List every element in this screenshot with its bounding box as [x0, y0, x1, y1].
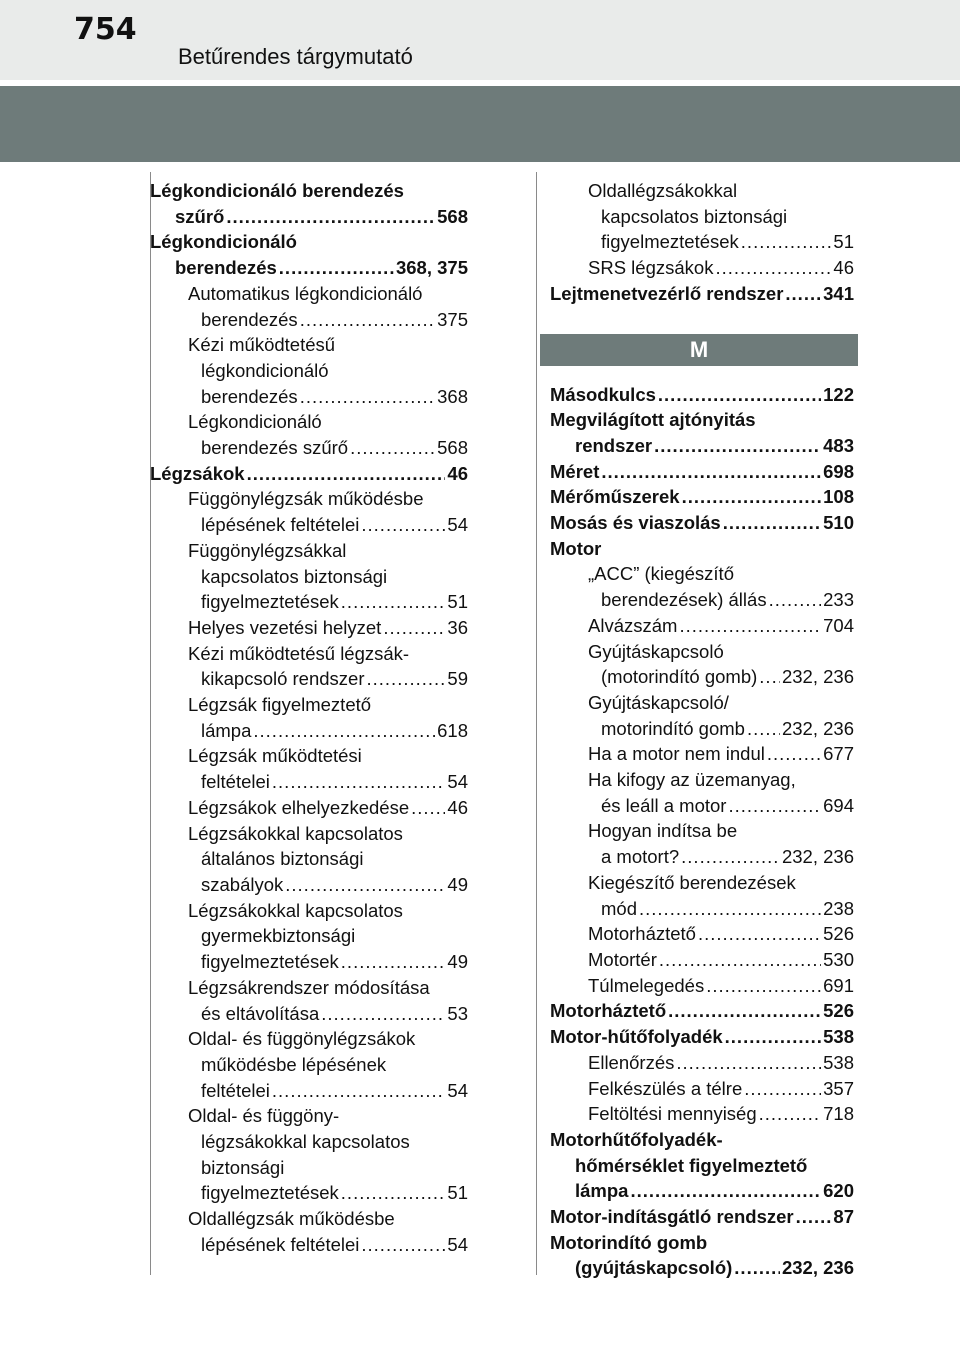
- entry-leader-line: [550, 1255, 854, 1281]
- entry-text-line: Oldal- és függöny-: [188, 1105, 340, 1127]
- index-subentry: [150, 975, 468, 1026]
- entry-text-line: Motorindító gomb: [550, 1231, 708, 1253]
- page-reference: 51: [833, 231, 854, 253]
- entry-text: és eltávolítása: [201, 1002, 320, 1024]
- entry-text: lépésének feltételei: [201, 514, 360, 536]
- page-reference: 691: [823, 974, 854, 996]
- entry-text: Méret: [550, 460, 600, 482]
- entry-text-line: Automatikus légkondicionáló: [188, 282, 423, 304]
- index-subentry: [150, 332, 468, 409]
- page-reference: 538: [823, 1026, 854, 1048]
- entry-text: feltételei: [201, 1079, 270, 1101]
- entry-text-line: Légzsákokkal kapcsolatos: [188, 899, 403, 921]
- page-reference: 698: [823, 460, 854, 482]
- entry-text: figyelmeztetések: [201, 1182, 339, 1204]
- dot-leader: [682, 484, 822, 510]
- index-subentry: [550, 741, 854, 767]
- entry-leader-line: [150, 204, 468, 230]
- page-reference: 620: [823, 1180, 854, 1202]
- index-subentry: [550, 973, 854, 999]
- index-subentry: [150, 795, 468, 821]
- entry-text: figyelmeztetések: [201, 591, 339, 613]
- entry-text-line: Kiegészítő berendezések: [588, 871, 796, 893]
- entry-leader-line: [550, 664, 854, 690]
- page-reference: 59: [447, 668, 468, 690]
- entry-text: mód: [601, 897, 637, 919]
- index-group-right-top: [550, 178, 854, 307]
- header-bar: [0, 0, 960, 80]
- page-reference: 233: [823, 589, 854, 611]
- page-reference: 618: [437, 719, 468, 741]
- page-reference: 108: [823, 486, 854, 508]
- dot-leader: [759, 1101, 821, 1127]
- entry-text: berendezés: [201, 308, 298, 330]
- index-subentry: [550, 1076, 854, 1102]
- entry-text: Motor-indításgátló rendszer: [550, 1206, 794, 1228]
- index-subentry: [550, 690, 854, 741]
- page-reference: 704: [823, 614, 854, 636]
- page-reference: 538: [823, 1051, 854, 1073]
- entry-leader-line: [150, 384, 468, 410]
- page-reference: 232, 236: [781, 846, 854, 868]
- dot-leader: [734, 1255, 780, 1281]
- dot-leader: [279, 255, 394, 281]
- page-reference: 526: [823, 1000, 854, 1022]
- dot-leader: [350, 435, 435, 461]
- entry-text: rendszer: [575, 434, 653, 456]
- entry-text: lámpa: [201, 719, 252, 741]
- entry-leader-line: [150, 307, 468, 333]
- dot-leader: [226, 204, 435, 230]
- index-subentry: [550, 639, 854, 690]
- index-entry: [550, 1024, 854, 1050]
- page-reference: 49: [447, 951, 468, 973]
- dot-leader: [601, 459, 821, 485]
- entry-text: Helyes vezetési helyzet: [188, 616, 382, 638]
- entry-text: Túlmelegedés: [588, 974, 705, 996]
- dot-leader: [725, 1024, 821, 1050]
- entry-leader-line: [550, 459, 854, 485]
- entry-text: berendezések) állás: [601, 589, 767, 611]
- letter-heading: M: [540, 334, 858, 366]
- index-subentry: [150, 281, 468, 332]
- page-reference: 483: [823, 434, 854, 456]
- index-subentry: [550, 818, 854, 869]
- dot-leader: [668, 998, 821, 1024]
- dot-leader: [659, 947, 821, 973]
- index-subentry: [150, 898, 468, 975]
- dot-leader: [715, 255, 831, 281]
- index-subentry: [550, 767, 854, 818]
- entry-text-line: hőmérséklet figyelmeztető: [575, 1154, 808, 1176]
- index-entry: [550, 536, 854, 562]
- index-entry: [550, 281, 854, 307]
- section-title: Betűrendes tárgymutató: [178, 44, 413, 69]
- entry-text: a motort?: [601, 846, 680, 868]
- entry-text-line: légkondicionáló: [201, 359, 329, 381]
- entry-text: és leáll a motor: [601, 794, 727, 816]
- page-number: 754: [74, 12, 137, 47]
- entry-text-line: biztonsági: [201, 1156, 285, 1178]
- entry-leader-line: [150, 769, 468, 795]
- entry-leader-line: [550, 587, 854, 613]
- dot-leader: [247, 461, 446, 487]
- entry-text: Motor-hűtőfolyadék: [550, 1026, 723, 1048]
- dot-leader: [679, 613, 821, 639]
- page-reference: 54: [447, 771, 468, 793]
- dot-leader: [300, 307, 435, 333]
- entry-text-line: működésbe lépésének: [201, 1053, 387, 1075]
- dot-leader: [706, 973, 821, 999]
- entry-text: Feltöltési mennyiség: [588, 1103, 757, 1125]
- entry-text: Motorháztető: [550, 1000, 667, 1022]
- entry-text: Mérőműszerek: [550, 486, 680, 508]
- index-subentry: [550, 1050, 854, 1076]
- dot-leader: [785, 281, 821, 307]
- entry-leader-line: [150, 666, 468, 692]
- index-subentry: [150, 1206, 468, 1257]
- entry-text-line: Légzsákrendszer módosítása: [188, 976, 430, 998]
- entry-leader-line: [550, 921, 854, 947]
- dot-leader: [272, 769, 446, 795]
- index-subentry: [150, 821, 468, 898]
- entry-text: Felkészülés a télre: [588, 1077, 743, 1099]
- entry-text-line: Oldal- és függönylégzsákok: [188, 1028, 416, 1050]
- dot-leader: [341, 1180, 446, 1206]
- dot-leader: [341, 589, 446, 615]
- page-reference: 36: [447, 616, 468, 638]
- entry-text-line: Légkondicionáló: [150, 231, 297, 253]
- dot-leader: [658, 382, 821, 408]
- dot-leader: [654, 433, 821, 459]
- entry-text-line: légzsákokkal kapcsolatos: [201, 1131, 410, 1153]
- index-subentry: [550, 178, 854, 255]
- entry-text: berendezés: [175, 257, 277, 279]
- page-reference: 46: [447, 462, 468, 484]
- page-reference: 46: [447, 796, 468, 818]
- dot-leader: [300, 384, 435, 410]
- entry-text: berendezés: [201, 385, 298, 407]
- entry-text-line: Oldallégzsákokkal: [588, 180, 738, 201]
- entry-leader-line: [150, 1180, 468, 1206]
- entry-leader-line: [550, 998, 854, 1024]
- entry-text: lámpa: [575, 1180, 629, 1202]
- entry-text: berendezés szűrő: [201, 437, 349, 459]
- index-entry: [150, 178, 468, 229]
- index-subentry: [150, 641, 468, 692]
- index-subentry: [150, 538, 468, 615]
- index-column-right: [550, 178, 854, 1281]
- entry-leader-line: [550, 973, 854, 999]
- entry-leader-line: [150, 615, 468, 641]
- entry-leader-line: [550, 947, 854, 973]
- index-subentry: [150, 692, 468, 743]
- entry-leader-line: [150, 255, 468, 281]
- dot-leader: [744, 1076, 821, 1102]
- entry-text: Mosás és viaszolás: [550, 512, 721, 534]
- entry-text-line: Ha kifogy az üzemanyag,: [588, 769, 796, 791]
- page-reference: 232, 236: [781, 1257, 854, 1279]
- index-subentry: [550, 870, 854, 921]
- dot-leader: [630, 1178, 821, 1204]
- entry-text: Motortér: [588, 948, 657, 970]
- entry-text-line: kapcsolatos biztonsági: [201, 565, 388, 587]
- index-column-left: [150, 178, 468, 1258]
- page-reference: 51: [447, 1182, 468, 1204]
- dot-leader: [321, 1001, 445, 1027]
- entry-leader-line: [550, 613, 854, 639]
- page-reference: 510: [823, 512, 854, 534]
- index-subentry: [150, 1103, 468, 1206]
- index-entry: [550, 459, 854, 485]
- entry-text-line: Légzsák figyelmeztető: [188, 694, 372, 716]
- page-reference: 46: [833, 257, 854, 279]
- page-reference: 694: [823, 794, 854, 816]
- dot-leader: [741, 229, 832, 255]
- dot-leader: [698, 921, 821, 947]
- index-subentry: [550, 255, 854, 281]
- index-subentry: [550, 613, 854, 639]
- entry-leader-line: [150, 461, 468, 487]
- index-entry: [550, 1127, 854, 1204]
- dot-leader: [759, 664, 780, 690]
- right-column-rule: [536, 172, 537, 1275]
- dot-leader: [341, 949, 446, 975]
- entry-leader-line: [550, 793, 854, 819]
- entry-text: Ellenőrzés: [588, 1051, 675, 1073]
- entry-text-line: Függönylégzsák működésbe: [188, 488, 424, 510]
- dot-leader: [728, 793, 821, 819]
- dot-leader: [361, 1232, 445, 1258]
- entry-text: SRS légzsákok: [588, 257, 714, 279]
- entry-text: szabályok: [201, 873, 284, 895]
- dot-leader: [285, 872, 445, 898]
- entry-text-line: Kézi működtetésű légzsák-: [188, 642, 410, 664]
- entry-leader-line: [550, 510, 854, 536]
- entry-text: figyelmeztetések: [601, 231, 739, 253]
- page-reference: 718: [823, 1103, 854, 1125]
- index-subentry: [550, 1101, 854, 1127]
- entry-leader-line: [550, 896, 854, 922]
- entry-leader-line: [150, 1001, 468, 1027]
- page-reference: 54: [447, 1079, 468, 1101]
- page-reference: 530: [823, 948, 854, 970]
- page-reference: 232, 236: [781, 717, 854, 739]
- entry-text-line: általános biztonsági: [201, 848, 364, 870]
- entry-text-line: Függönylégzsákkal: [188, 539, 347, 561]
- header-banner: [0, 86, 960, 162]
- entry-leader-line: [550, 382, 854, 408]
- entry-leader-line: [550, 484, 854, 510]
- entry-text: lépésének feltételei: [201, 1233, 360, 1255]
- entry-leader-line: [150, 718, 468, 744]
- dot-leader: [253, 718, 435, 744]
- entry-leader-line: [550, 1204, 854, 1230]
- page-reference: 54: [447, 514, 468, 536]
- entry-text-line: Légzsák működtetési: [188, 745, 362, 767]
- page-reference: 49: [447, 873, 468, 895]
- page-reference: 54: [447, 1233, 468, 1255]
- page-reference: 375: [437, 308, 468, 330]
- entry-text: Lejtmenetvezérlő rendszer: [550, 282, 784, 304]
- entry-leader-line: [150, 1232, 468, 1258]
- index-group-m: [550, 382, 854, 1282]
- entry-leader-line: [150, 1078, 468, 1104]
- entry-leader-line: [150, 872, 468, 898]
- entry-leader-line: [550, 1050, 854, 1076]
- entry-text: Motorháztető: [588, 923, 696, 945]
- entry-text-line: gyermekbiztonsági: [201, 925, 356, 947]
- dot-leader: [723, 510, 821, 536]
- entry-text-line: Megvilágított ajtónyitás: [550, 409, 756, 431]
- entry-text: figyelmeztetések: [201, 951, 339, 973]
- entry-text: Ha a motor nem indul: [588, 743, 765, 765]
- index-subentry: [150, 486, 468, 537]
- entry-text-line: Hogyan indítsa be: [588, 820, 738, 842]
- entry-text: (motorindító gomb): [601, 666, 758, 688]
- dot-leader: [676, 1050, 821, 1076]
- page-reference: 53: [447, 1002, 468, 1024]
- entry-leader-line: [550, 741, 854, 767]
- entry-leader-line: [550, 844, 854, 870]
- entry-text-line: Motorhűtőfolyadék-: [550, 1128, 723, 1150]
- entry-text: Másodkulcs: [550, 383, 656, 405]
- entry-leader-line: [150, 435, 468, 461]
- index-subentry: [550, 947, 854, 973]
- index-subentry: [150, 615, 468, 641]
- page-reference: 677: [823, 743, 854, 765]
- entry-text-line: Légzsákokkal kapcsolatos: [188, 822, 403, 844]
- entry-leader-line: [550, 433, 854, 459]
- entry-leader-line: [550, 1024, 854, 1050]
- page-reference: 568: [437, 205, 468, 227]
- dot-leader: [383, 615, 445, 641]
- entry-text: Alvázszám: [588, 614, 678, 636]
- entry-text-line: Kézi működtetésű: [188, 334, 336, 356]
- index-entry: [550, 1230, 854, 1281]
- entry-text-line: kapcsolatos biztonsági: [601, 205, 788, 227]
- entry-text: feltételei: [201, 771, 270, 793]
- dot-leader: [411, 795, 445, 821]
- page-reference: 526: [823, 923, 854, 945]
- dot-leader: [681, 844, 780, 870]
- entry-leader-line: [550, 1101, 854, 1127]
- index-entry: [550, 407, 854, 458]
- entry-leader-line: [550, 1178, 854, 1204]
- entry-text-line: Gyújtáskapcsoló: [588, 640, 724, 662]
- entry-leader-line: [550, 1076, 854, 1102]
- page-reference: 568: [437, 437, 468, 459]
- dot-leader: [272, 1078, 446, 1104]
- entry-leader-line: [150, 589, 468, 615]
- page-reference: 368: [437, 385, 468, 407]
- entry-leader-line: [550, 229, 854, 255]
- entry-text-line: Gyújtáskapcsoló/: [588, 691, 729, 713]
- dot-leader: [361, 512, 445, 538]
- entry-text: Légzsákok elhelyezkedése: [188, 796, 410, 818]
- entry-text: motorindító gomb: [601, 717, 745, 739]
- page-reference: 238: [823, 897, 854, 919]
- index-entry: [150, 461, 468, 487]
- entry-text: Légzsákok: [150, 462, 245, 484]
- index-subentry: [150, 1026, 468, 1103]
- page-reference: 368, 375: [395, 257, 468, 279]
- entry-text-line: „ACC” (kiegészítő: [588, 563, 734, 585]
- page-reference: 341: [823, 282, 854, 304]
- index-subentry: [550, 561, 854, 612]
- entry-text-line: Motor: [550, 537, 602, 559]
- entry-leader-line: [150, 795, 468, 821]
- index-entry: [550, 998, 854, 1024]
- index-entry: [550, 484, 854, 510]
- dot-leader: [747, 716, 780, 742]
- entry-leader-line: [150, 949, 468, 975]
- index-subentry: [150, 409, 468, 460]
- entry-text: szűrő: [175, 205, 225, 227]
- dot-leader: [639, 896, 821, 922]
- index-entry: [550, 1204, 854, 1230]
- page-reference: 87: [833, 1206, 854, 1228]
- page-reference: 51: [447, 591, 468, 613]
- dot-leader: [769, 587, 822, 613]
- dot-leader: [367, 666, 446, 692]
- index-entry: [550, 510, 854, 536]
- entry-leader-line: [550, 716, 854, 742]
- page-reference: 122: [823, 383, 854, 405]
- entry-leader-line: [550, 255, 854, 281]
- index-entry: [550, 382, 854, 408]
- entry-text-line: Oldallégzsák működésbe: [188, 1208, 395, 1230]
- entry-text: (gyújtáskapcsoló): [575, 1257, 733, 1279]
- entry-text-line: Légkondicionáló berendezés: [150, 180, 404, 201]
- dot-leader: [767, 741, 821, 767]
- index-entry: [150, 229, 468, 280]
- page-reference: 232, 236: [781, 666, 854, 688]
- entry-text-line: Légkondicionáló: [188, 411, 322, 433]
- entry-leader-line: [550, 281, 854, 307]
- entry-text: kikapcsoló rendszer: [201, 668, 365, 690]
- entry-leader-line: [150, 512, 468, 538]
- index-subentry: [150, 743, 468, 794]
- dot-leader: [796, 1204, 832, 1230]
- page-reference: 357: [823, 1077, 854, 1099]
- index-subentry: [550, 921, 854, 947]
